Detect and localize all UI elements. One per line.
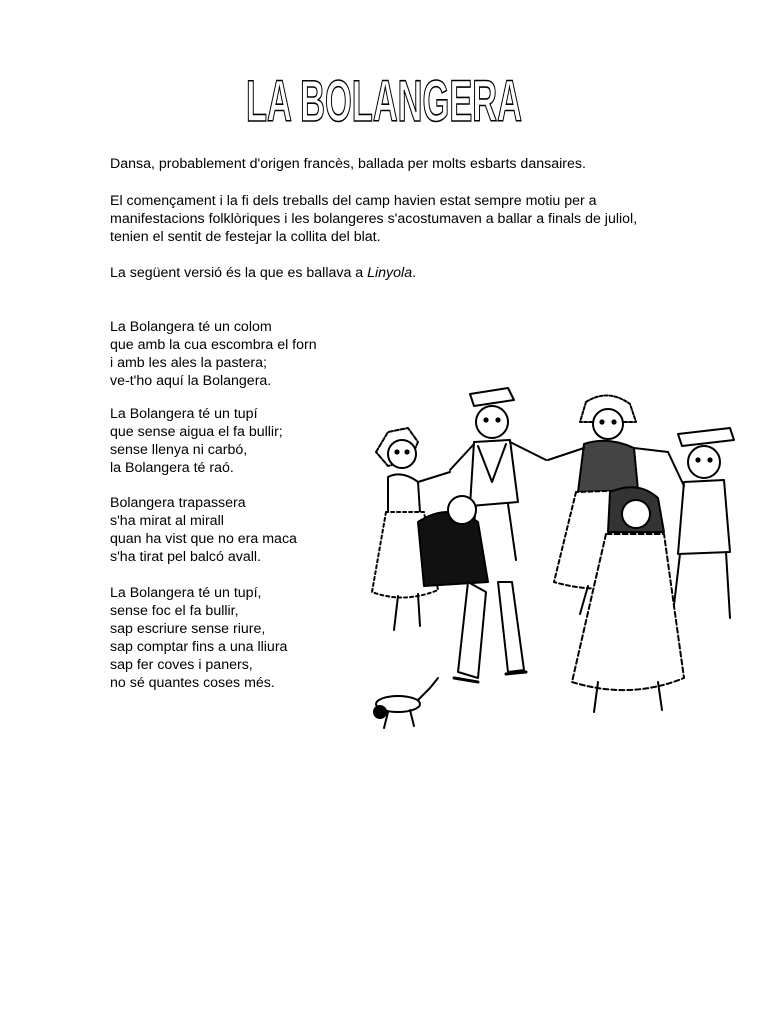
verse-line: sap comptar fins a una lliura: [110, 639, 288, 655]
stanza-1: [110, 318, 350, 390]
verse-line: quan ha vist que no era maca: [110, 531, 297, 547]
verse-line: la Bolangera té raó.: [110, 460, 234, 476]
verse-line: ve-t'ho aquí la Bolangera.: [110, 373, 272, 389]
verse-line: sense llenya ni carbó,: [110, 442, 248, 458]
dancers-illustration: [358, 382, 743, 742]
verse-line: La Bolangera té un tupí,: [110, 585, 262, 601]
stanza-3: [110, 494, 350, 566]
title-text: LA BOLANGERA: [246, 69, 522, 134]
intro-paragraph-1: Dansa, probablement d'origen francès, ballada per molts esbarts dansaires.: [110, 156, 586, 172]
verse-line: s'ha mirat al mirall: [110, 513, 224, 529]
verse-line: sap fer coves i paners,: [110, 657, 253, 673]
verse-line: La Bolangera té un tupí: [110, 406, 258, 422]
intro-p3-end: .: [412, 265, 417, 281]
verse-line: que amb la cua escombra el forn: [110, 337, 317, 353]
page-title: [0, 69, 768, 135]
verse-line: s'ha tirat pel balcó avall.: [110, 549, 261, 565]
verse-line: Bolangera trapassera: [110, 495, 246, 511]
stanza-2: [110, 405, 350, 477]
verse-line: sap escriure sense riure,: [110, 621, 266, 637]
place-name: Linyola: [367, 265, 413, 281]
intro-p3-text: La següent versió és la que es ballava a: [110, 265, 368, 281]
verse-line: no sé quantes coses més.: [110, 675, 275, 691]
verse-line: i amb les ales la pastera;: [110, 355, 267, 371]
verse-line: sense foc el fa bullir,: [110, 603, 239, 619]
verse-line: La Bolangera té un colom: [110, 319, 272, 335]
title-outline-text: [234, 69, 534, 134]
stanza-4: [110, 584, 350, 692]
verse-line: que sense aigua el fa bullir;: [110, 424, 283, 440]
dog-illustration: [374, 678, 438, 728]
intro-paragraph-3: [110, 264, 670, 282]
dancer-boy-right: [668, 428, 734, 622]
intro-paragraph-2: El començament i la fi dels treballs del camp havien estat sempre motiu per a manifestacions folklòriques i les bolangeres s'acostumaven a ballar a finals de juliol, tenien el sentit de festejar la collita del blat.: [110, 193, 638, 245]
